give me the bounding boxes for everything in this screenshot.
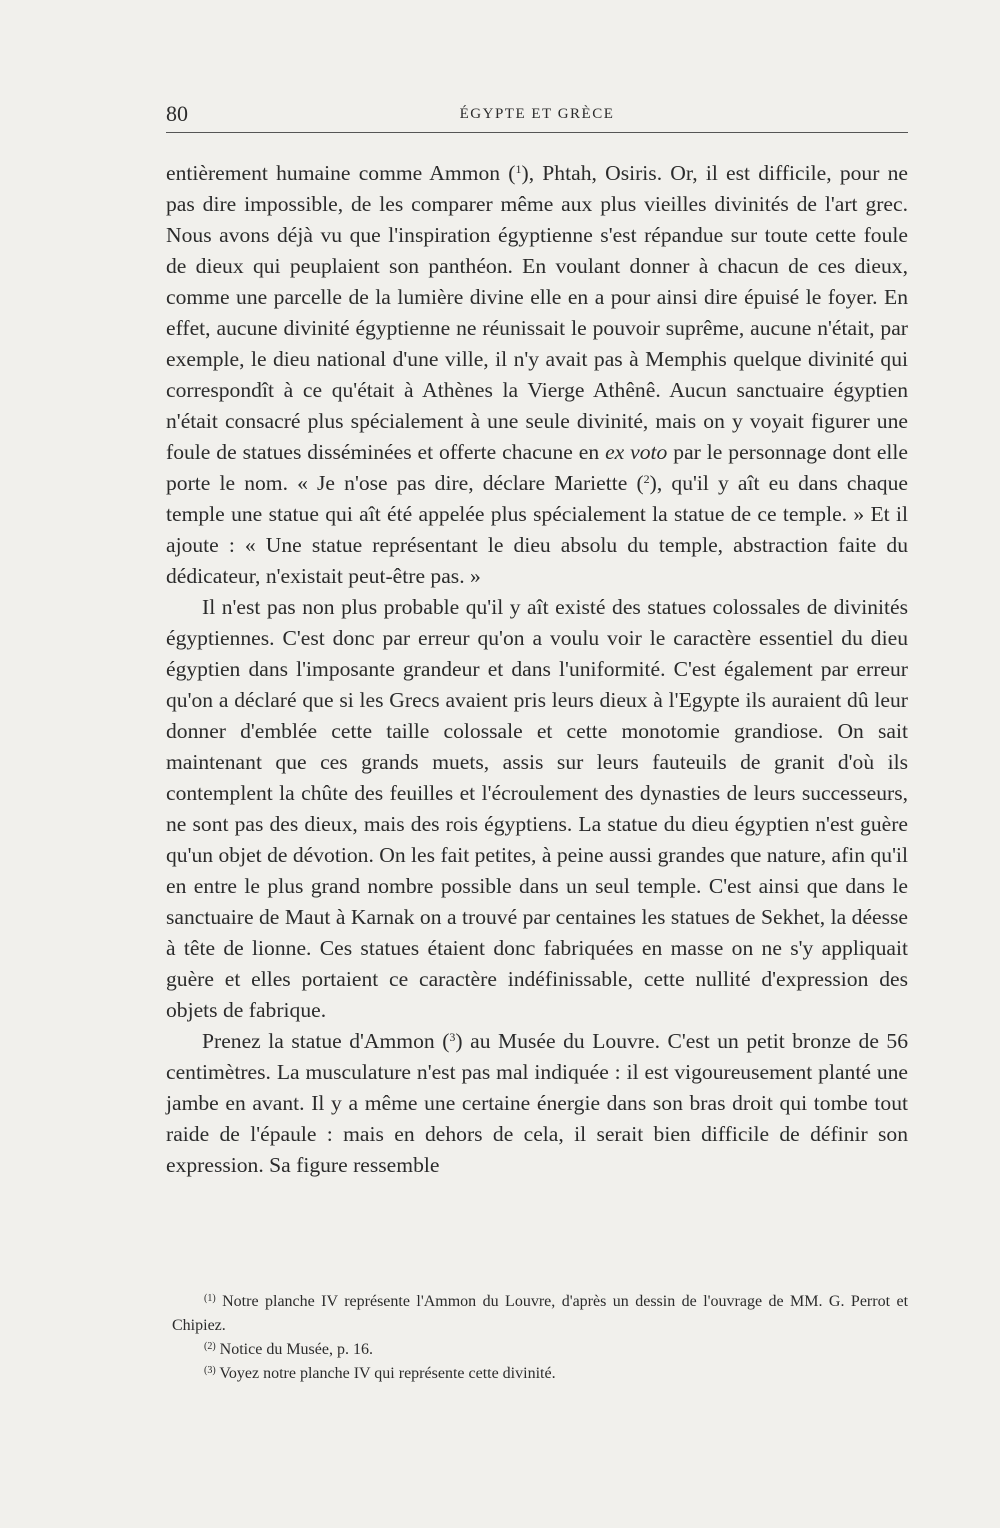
page-number: 80 <box>166 101 188 126</box>
footnote-reference: ($^2$) <box>636 471 657 495</box>
text-run: Il n'est pas non plus probable qu'il y aît existé des statues colossales de divinités égyptiennes. C'est donc par erreur qu'on a voulu voir le caractère essentiel du dieu égyptien dans l'imposante grandeur et dans l'uniformité. C'est également par erreur qu'on a déclaré que si les Grecs avaient pris leurs dieux à l'Egypte ils auraient dû leur donner d'emblée cette taille colossale et cette monotomie grandiose. On sait maintenant que ces grands muets, assis sur leurs fauteuils de granit d'où ils contemplent la chûte des feuilles et l'écroulement des dynasties de leurs successeurs, ne sont pas des dieux, mais des rois égyptiens. La statue du dieu égyptien n'est guère qu'un objet de dévotion. On les fait petites, à peine aussi grandes que nature, afin qu'il en entre le plus grand nombre possible dans un seul temple. C'est ainsi que dans le sanctuaire de Maut à Karnak on a trouvé par centaines les statues de Sekhet, la déesse à tête de lionne. Ces statues étaient donc fabriquées en masse on ne s'y appliquait guère et elles portaient ce caractère indéfinissable, cette nullité d'expression des objets de fabrique. <box>166 595 908 1022</box>
footnote-text: Voyez notre planche IV qui représente cette divinité. <box>219 1365 556 1382</box>
body-text <box>166 158 908 1181</box>
text-run: par le personnage dont elle porte le nom. « Je n'ose pas dire, déclare Mariette <box>166 440 909 495</box>
footnote-text: Notice du Musée, p. 16. <box>219 1341 373 1358</box>
text-run: , Phtah, Osiris. Or, il est difficile, pour ne pas dire impossible, de les comparer même aux plus vieilles divinités de l'art grec. Nous avons déjà vu que l'inspiration égyptienne s'est répandue sur toute cette foule de dieux qui peuplaient son panthéon. En voulant donner à chacun de ces dieux, comme une parcelle de la lumière divine elle en a pour ainsi dire épuisé le foyer. En effet, aucune divinité égyptienne ne réunissait le pouvoir suprême, aucune n'était, par exemple, le dieu national d'une ville, il n'y avait pas à Memphis quelque divinité qui correspondît à ce qu'était à Athènes la Vierge Athênê. Aucun sanctuaire égyptien n'était consacré plus spécialement à une seule divinité, mais on y voyait figurer une foule de statues disséminées et offerte chacune en <box>166 161 908 464</box>
text-run: au Musée du Louvre. C'est un petit bronze de 56 centimètres. La musculature n'est pas mal indiquée : il est vigoureusement planté une jambe en avant. Il y a même une certaine énergie dans son bras droit qui tombe tout raide de l'épaule : mais en dehors de cela, il serait bien difficile de définir son expression. Sa figure ressemble <box>166 1029 909 1177</box>
header-rule <box>166 132 908 133</box>
text-run: , qu'il y aît eu dans chaque temple une statue qui aît été appelée plus spécialement la statue de ce temple. » Et il ajoute : « Une statue représentant le dieu absolu du temple, abstraction faite du dédicateur, n'existait peut-être pas. » <box>166 471 908 588</box>
text-run: entièrement humaine comme Ammon <box>166 161 509 185</box>
footnote-reference: ($^3$) <box>442 1029 463 1053</box>
footnotes <box>172 1290 908 1386</box>
running-head <box>166 100 908 128</box>
footnote-text: Notre planche IV représente l'Ammon du Louvre, d'après un dessin de l'ouvrage de MM. G. Perrot et Chipiez. <box>172 1293 909 1334</box>
text-run: Prenez la statue d'Ammon <box>202 1029 443 1053</box>
footnote-mark: (1) <box>204 1293 216 1304</box>
footnote-reference: ($^1$) <box>508 161 529 185</box>
footnote-mark: (2) <box>204 1341 216 1352</box>
footnote-3 <box>172 1362 908 1386</box>
paragraph-2 <box>166 592 908 1026</box>
running-title: ÉGYPTE ET GRÈCE <box>459 106 615 122</box>
italic-phrase: ex voto <box>605 440 668 464</box>
footnote-2 <box>172 1338 908 1362</box>
footnote-1 <box>172 1290 908 1338</box>
paragraph-3 <box>166 1026 908 1181</box>
footnote-mark: (3) <box>204 1365 216 1376</box>
paragraph-1 <box>166 158 908 592</box>
